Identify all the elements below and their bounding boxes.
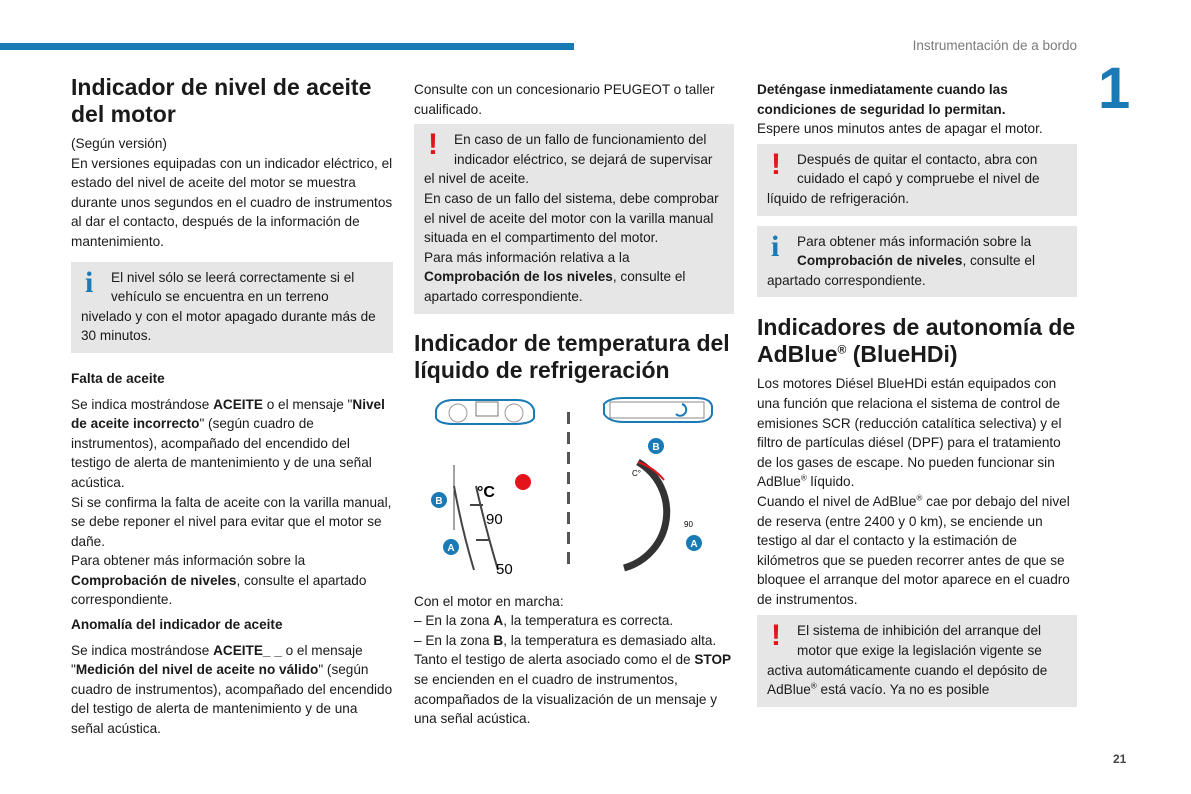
page-number: 21 [1113,752,1127,766]
cluster-right-screen [610,402,704,418]
running-header: Instrumentación de a bordo [912,38,1077,53]
column-3 [757,80,1077,707]
list-item: – En la zona B, la temperatura es demasiado alta. Tanto el testigo de alerta asociado como el de STOP se encienden en el cuadro de instrumentos, acompañados de la visualización de un mensaje y una señal acústica. [414,632,732,727]
paragraph: Consulte con un concesionario PEUGEOT o taller cualificado. [414,82,715,117]
adblue-title: Indicadores de autonomía de AdBlue® (BlueHDi) [757,314,1076,368]
gauge-illustration [414,390,734,580]
cluster-left-screen [476,402,498,416]
gauge-unit-label: °C [477,483,495,501]
paragraph: Espere unos minutos antes de apagar el motor. [757,121,1043,137]
paragraph: Si se confirma la falta de aceite con la varilla manual, se debe reponer el nivel para evitar que el motor se dañe. [71,494,392,549]
coolant-gauge-figure [414,390,734,590]
paragraph: Para obtener más información sobre la Comprobación de niveles, consulte el apartado correspondiente. [71,553,367,608]
cluster-left-dial [449,404,467,422]
section-heading: Anomalía del indicador de aceite [71,617,283,633]
intro-text: En versiones equipadas con un indicador eléctrico, el estado del nivel de aceite del motor se muestra durante unos segundos en el cuadro de instrumentos al dar el contacto, después de la información de mantenimiento. [71,155,393,249]
info-box: i El nivel sólo se leerá correctamente si el vehículo se encuentra en un terreno nivelado y con el motor apagado durante más de 30 minutos. [71,262,393,353]
figure-divider [567,412,570,572]
paragraph: Se indica mostrándose ACEITE_ _ o el mensaje "Medición del nivel de aceite no válido" (según cuadro de instrumentos), acompañado del encendido del testigo de alerta de mantenimiento y de una señal acústica. [71,642,393,737]
header-accent-bar [0,43,574,50]
gauge-tick-50: 50 [496,560,513,578]
info-icon: i [771,229,780,263]
paragraph: Los motores Diésel BlueHDi están equipados con una función que relaciona el sistema de control de emisiones SCR (reducción catalítica selectiva) y el filtro de partículas diésel (DPF) para el tratamiento de los gases de escape. No pueden funcionar sin AdBlue® líquido. [757,376,1062,490]
gauge-arc-right [624,462,667,568]
zone-a-label: A [447,542,455,554]
gauge-c-label: C° [632,468,641,478]
intro-version: (Según versión) [71,136,167,151]
warning-box: ! Después de quitar el contacto, abra con cuidado el capó y compruebe el nivel de líquido de refrigeración. [757,144,1077,216]
warning-box: ! El sistema de inhibición del arranque del motor que exige la legislación vigente se activa automáticamente cuando el depósito de AdBlue® está vacío. Ya no es posible [757,615,1077,706]
list-item: – En la zona A, la temperatura es correcta. [414,613,674,629]
warning-icon: ! [771,147,781,181]
cluster-right-arc [676,404,686,416]
paragraph: Cuando el nivel de AdBlue® cae por debajo del nivel de reserva (entre 2400 y 0 km), se enciende un testigo al dar el contacto y la estimación de kilómetros que se pueden recorrer antes de que se bloquee el arranque del motor aparece en el cuadro de instrumentos. [757,493,1070,607]
paragraph: Con el motor en marcha: [414,593,564,609]
paragraph: Se indica mostrándose ACEITE o el mensaje "Nivel de aceite incorrecto" (según cuadro de instrumentos), acompañado del encendido del testigo de alerta de mantenimiento y de una señal acústica. [71,396,385,490]
warning-icon: ! [428,128,438,162]
gauge-90-label: 90 [684,519,693,529]
oil-level-title: Indicador de nivel de aceite del motor [71,74,372,127]
warning-box: ! En caso de un fallo de funcionamiento del indicador eléctrico, se dejará de supervisar el nivel de aceite. En caso de un fallo del sistema, debe comprobar el nivel de aceite del motor con la varilla manual situada en el compartimento del motor. Para más información relativa a la Comprobación de los niveles, consulte el apartado correspondiente. [414,124,734,313]
zone-b-label-right: B [652,441,660,453]
column-1 [71,74,393,739]
gauge-tick-90: 90 [486,510,503,528]
section-heading: Falta de aceite [71,370,165,386]
info-box: i Para obtener más información sobre la Comprobación de niveles, consulte el apartado correspondiente. [757,226,1077,298]
coolant-title: Indicador de temperatura del líquido de refrigeración [414,329,730,383]
alert-lamp [515,474,531,490]
chapter-number: 1 [1098,56,1131,121]
zone-b-label: B [435,495,443,507]
warning-icon: ! [771,619,781,653]
paragraph: Deténgase inmediatamente cuando las condiciones de seguridad lo permitan. [757,82,1008,117]
column-2 [414,80,734,729]
zone-a-label-right: A [690,538,698,550]
info-icon: i [85,265,94,299]
cluster-left-dial [505,404,523,422]
